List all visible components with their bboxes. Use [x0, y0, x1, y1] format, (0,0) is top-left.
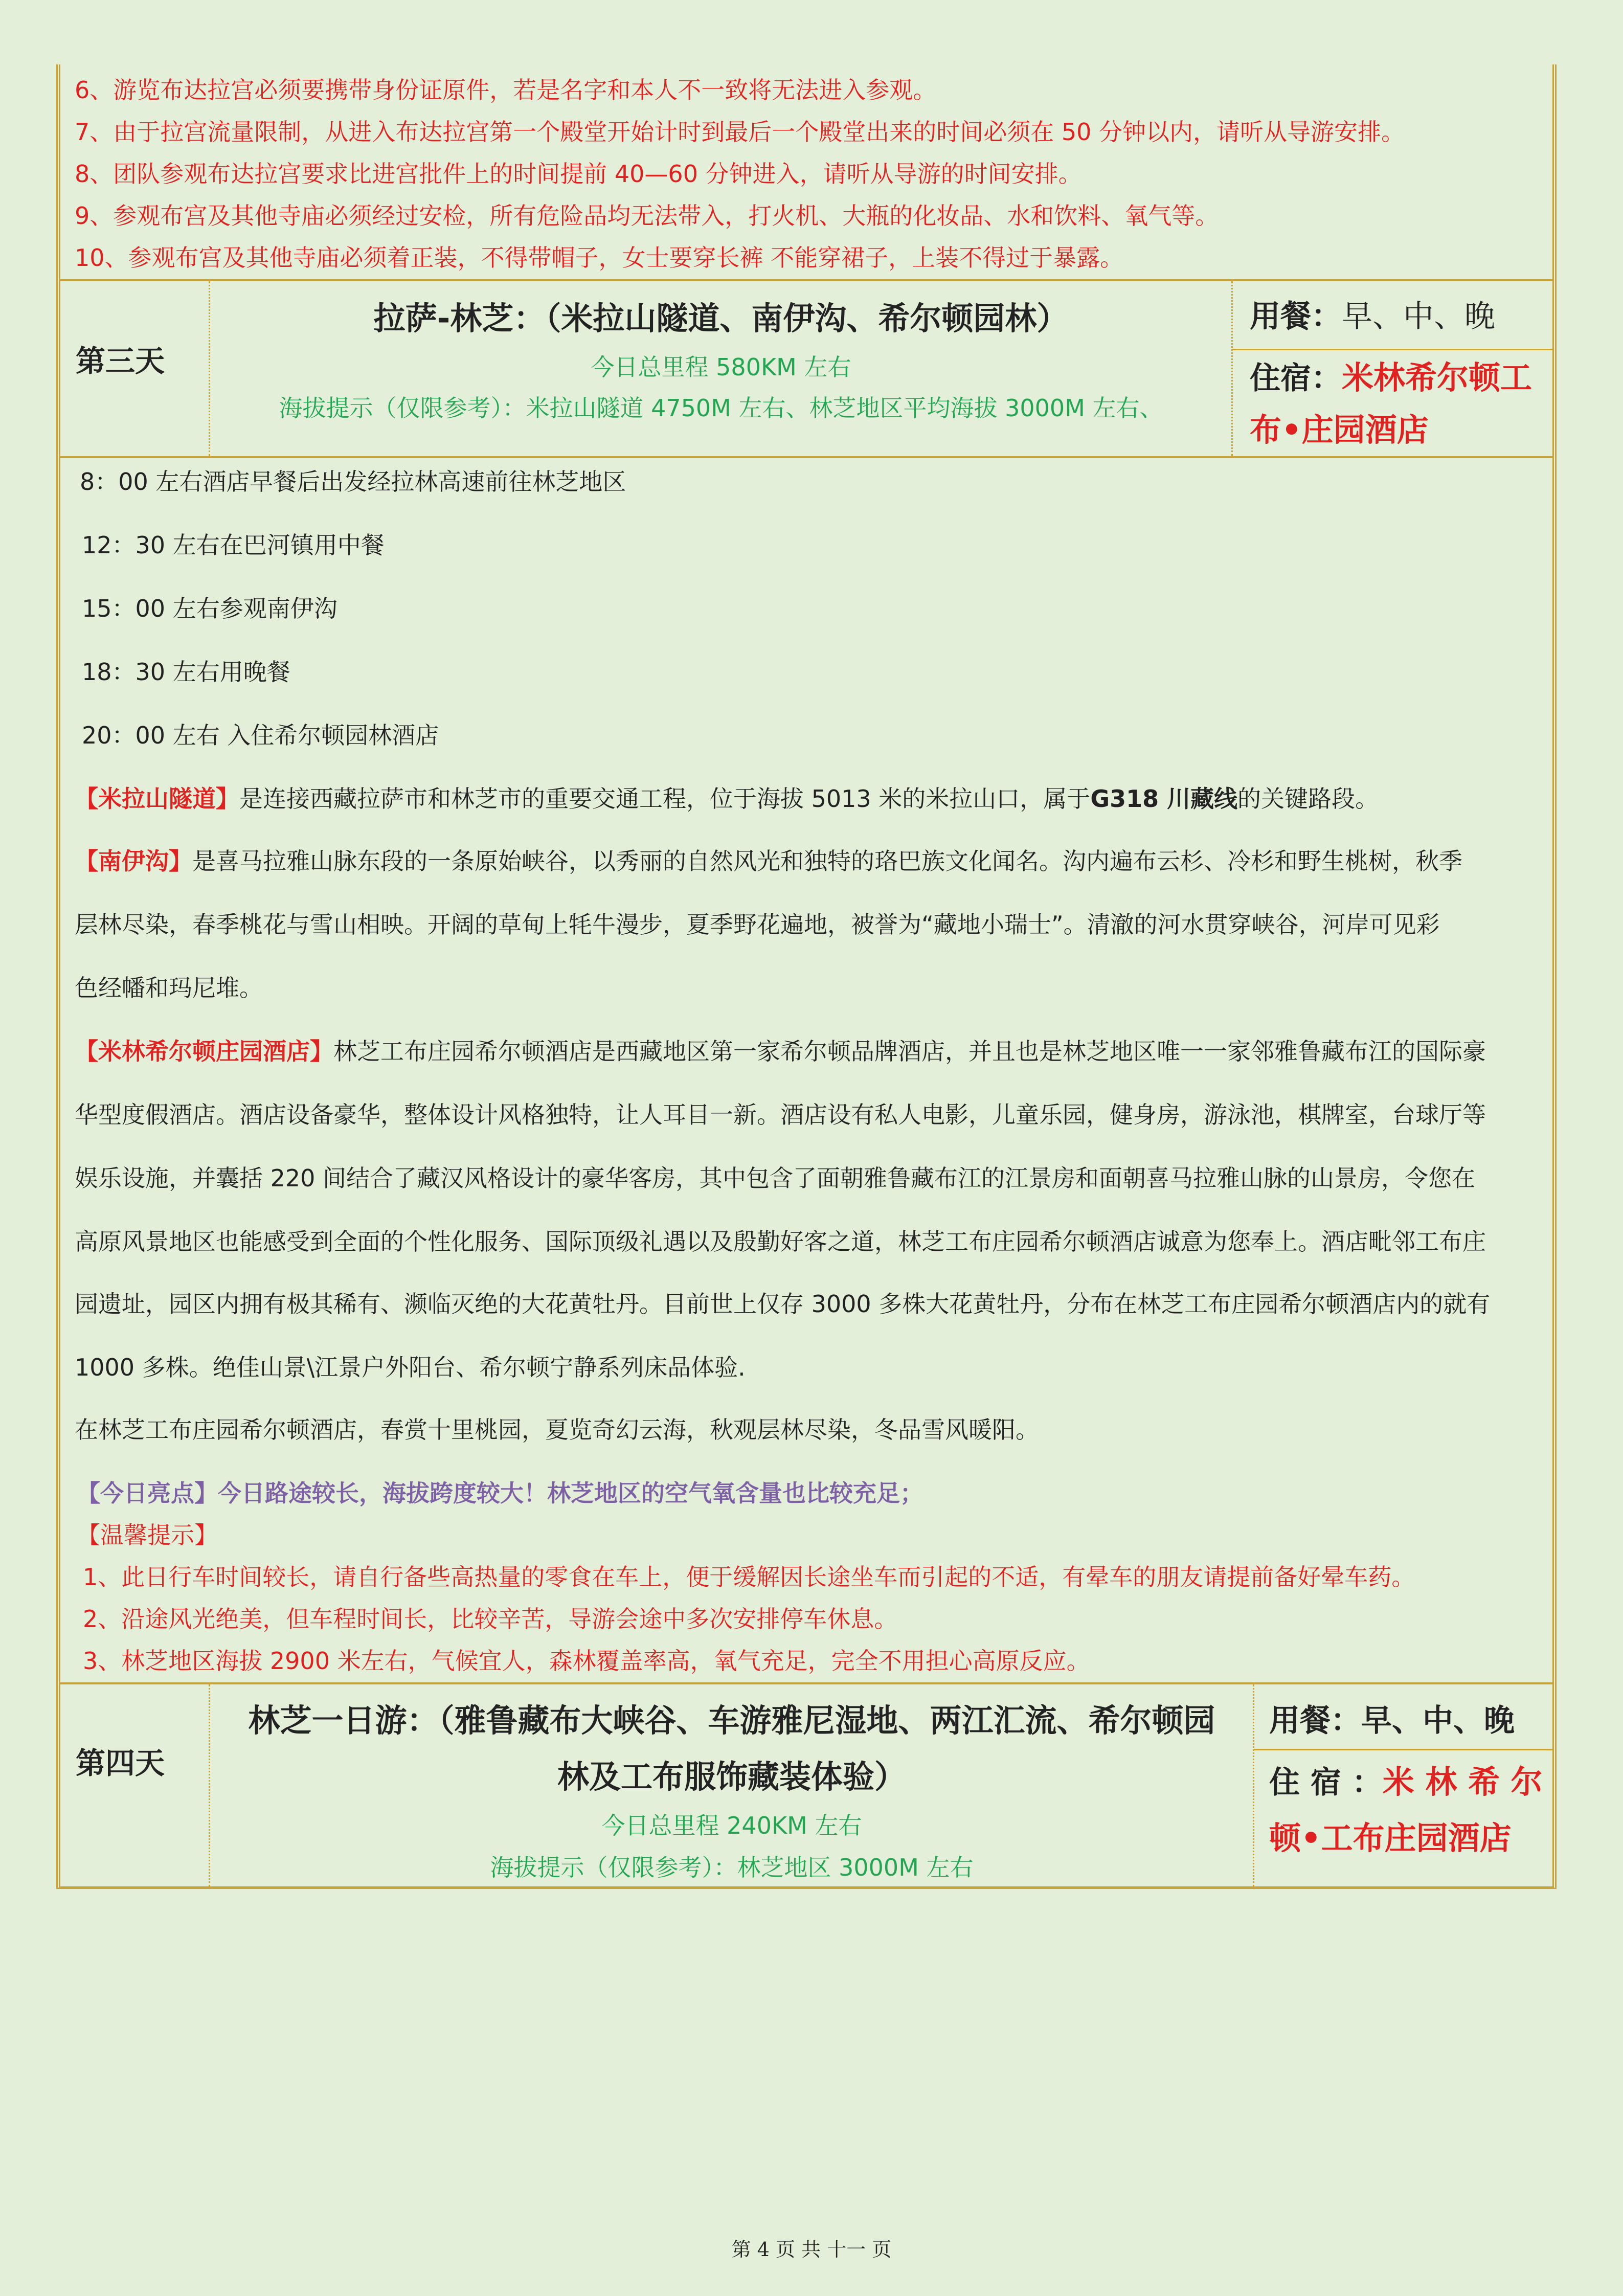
schedule-item: 8：00 左右酒店早餐后出发经拉林高速前往林芝地区 [80, 468, 626, 496]
day3-stay-value-2: 布•庄园酒店 [1250, 411, 1429, 448]
note-line: 6、游览布达拉宫必须要携带身份证原件，若是名字和本人不一致将无法进入参观。 [75, 76, 937, 104]
day4-stay-label: 住 宿 ： [1269, 1765, 1383, 1800]
mila-text-2: 的关键路段。 [1237, 785, 1379, 813]
rule-day3-bottom [60, 456, 1552, 458]
note-line: 9、参观布宫及其他寺庙必须经过安检，所有危险品均无法带入，打火机、大瓶的化妆品、水和饮料、氧气等。 [75, 202, 1219, 230]
hotel-line-1 [75, 1036, 1486, 1067]
note-line: 7、由于拉宫流量限制，从进入布达拉宫第一个殿堂开始计时到最后一个殿堂出来的时间必须在 50 分钟以内，请听从导游安排。 [75, 118, 1405, 146]
highlight-text: 今日路途较长，海拔跨度较大！林芝地区的空气氧含量也比较充足； [218, 1479, 923, 1507]
rule-day4-meal [1254, 1749, 1552, 1750]
day3-stay [1250, 360, 1532, 398]
nanyi-line-2: 层林尽染，春季桃花与雪山相映。开阔的草甸上牦牛漫步，夏季野花遍地，被誉为“藏地小瑞士”。清澈的河水贯穿峡谷，河岸可见彩 [75, 911, 1440, 938]
mila-bold: G318 川藏线 [1090, 785, 1238, 813]
highlight-tag: 【今日亮点】 [77, 1479, 218, 1507]
day3-label: 第三天 [76, 344, 165, 378]
hotel-line-5: 园遗址，园区内拥有极其稀有、濒临灭绝的大花黄牡丹。目前世上仅存 3000 多株大花黄牡丹，分布在林芝工布庄园希尔顿酒店内的就有 [75, 1290, 1491, 1318]
hotel-extra: 在林芝工布庄园希尔顿酒店，春赏十里桃园，夏览奇幻云海，秋观层林尽染，冬品雪风暖阳。 [75, 1416, 1039, 1444]
day4-label: 第四天 [76, 1746, 165, 1781]
day4-title-2: 林及工布服饰藏装体验） [557, 1758, 906, 1795]
hotel-tag: 【米林希尔顿庄园酒店】 [75, 1038, 333, 1065]
day3-distance: 今日总里程 580KM 左右 [591, 353, 851, 381]
day3-stay-label: 住宿： [1250, 361, 1342, 396]
schedule-item: 18：30 左右用晚餐 [82, 658, 290, 686]
rule-day3-meal [1232, 349, 1552, 350]
day4-title-1: 林芝一日游：（雅鲁藏布大峡谷、车游雅尼湿地、两江汇流、希尔顿园 [248, 1702, 1215, 1739]
vline-day3-right [1231, 281, 1234, 456]
day3-meal [1250, 299, 1495, 334]
day4-distance: 今日总里程 240KM 左右 [601, 1812, 862, 1839]
day4-stay-value-2: 顿•工布庄园酒店 [1269, 1819, 1512, 1857]
day4-altitude: 海拔提示（仅限参考）：林芝地区 3000M 左右 [490, 1854, 974, 1881]
hotel-line-4: 高原风景地区也能感受到全面的个性化服务、国际顶级礼遇以及殷勤好客之道，林芝工布庄园希尔顿酒店诚意为您奉上。酒店毗邻工布庄 [75, 1228, 1486, 1255]
note-line: 8、团队参观布达拉宫要求比进宫批件上的时间提前 40—60 分钟进入，请听从导游的时间安排。 [75, 160, 1082, 188]
mila-text-1: 是连接西藏拉萨市和林芝市的重要交通工程，位于海拔 5013 米的米拉山口，属于 [239, 785, 1091, 813]
vline-day4-right [1253, 1684, 1255, 1887]
tip-item: 1、此日行车时间较长，请自行备些高热量的零食在车上，便于缓解因长途坐车而引起的不适，有晕车的朋友请提前备好晕车药。 [83, 1563, 1415, 1591]
mila-paragraph [75, 783, 1379, 814]
day4-meal: 用餐：早、中、晚 [1269, 1703, 1515, 1739]
tip-item: 3、林芝地区海拔 2900 米左右，气候宜人，森林覆盖率高，氧气充足，完全不用担心高原反应。 [83, 1647, 1090, 1675]
day3-altitude: 海拔提示（仅限参考）：米拉山隧道 4750M 左右、林芝地区平均海拔 3000M 左右、 [279, 394, 1163, 422]
nanyi-line-3: 色经幡和玛尼堆。 [75, 974, 263, 1002]
day3-title: 拉萨-林芝：（米拉山隧道、南伊沟、希尔顿园林） [373, 300, 1069, 337]
tip-item: 2、沿途风光绝美，但车程时间长，比较辛苦，导游会途中多次安排停车休息。 [83, 1605, 898, 1633]
day4-stay-value: 米 林 希 尔 [1382, 1763, 1543, 1800]
mila-tag: 【米拉山隧道】 [75, 785, 239, 813]
nanyi-text: 是喜马拉雅山脉东段的一条原始峡谷，以秀丽的自然风光和独特的珞巴族文化闻名。沟内遍布云杉、冷杉和野生桃树，秋季 [192, 847, 1462, 875]
day3-stay-value: 米林希尔顿工 [1342, 359, 1532, 396]
rule-day4-bottom [60, 1887, 1552, 1889]
hotel-text: 林芝工布庄园希尔顿酒店是西藏地区第一家希尔顿品牌酒店，并且也是林芝地区唯一一家邻雅鲁藏布江的国际豪 [333, 1038, 1486, 1065]
hotel-line-3: 娱乐设施，并囊括 220 间结合了藏汉风格设计的豪华客房，其中包含了面朝雅鲁藏布江的江景房和面朝喜马拉雅山脉的山景房，令您在 [75, 1164, 1476, 1192]
hotel-line-2: 华型度假酒店。酒店设备豪华，整体设计风格独特，让人耳目一新。酒店设有私人电影，儿童乐园，健身房，游泳池，棋牌室，台球厅等 [75, 1101, 1486, 1129]
tips-tag: 【温馨提示】 [77, 1521, 218, 1549]
day4-stay [1269, 1764, 1543, 1803]
nanyi-tag: 【南伊沟】 [75, 847, 192, 875]
schedule-item: 20：00 左右 入住希尔顿园林酒店 [82, 722, 439, 749]
rule-day4-top [60, 1682, 1552, 1684]
day3-meal-label: 用餐： [1250, 299, 1342, 334]
note-line: 10、参观布宫及其他寺庙必须着正装，不得带帽子，女士要穿长裤 不能穿裙子，上装不得过于暴露。 [75, 244, 1124, 272]
schedule-item: 12：30 左右在巴河镇用中餐 [82, 531, 385, 559]
hotel-line-6: 1000 多株。绝佳山景\江景户外阳台、希尔顿宁静系列床品体验. [75, 1354, 746, 1381]
highlight [77, 1478, 923, 1509]
day3-meal-value: 早、中、晚 [1342, 299, 1495, 334]
rule-day3-top [60, 279, 1552, 281]
schedule-item: 15：00 左右参观南伊沟 [82, 595, 337, 622]
page-number: 第 4 页 共 十一 页 [731, 2238, 892, 2261]
nanyi-line-1 [75, 846, 1462, 876]
